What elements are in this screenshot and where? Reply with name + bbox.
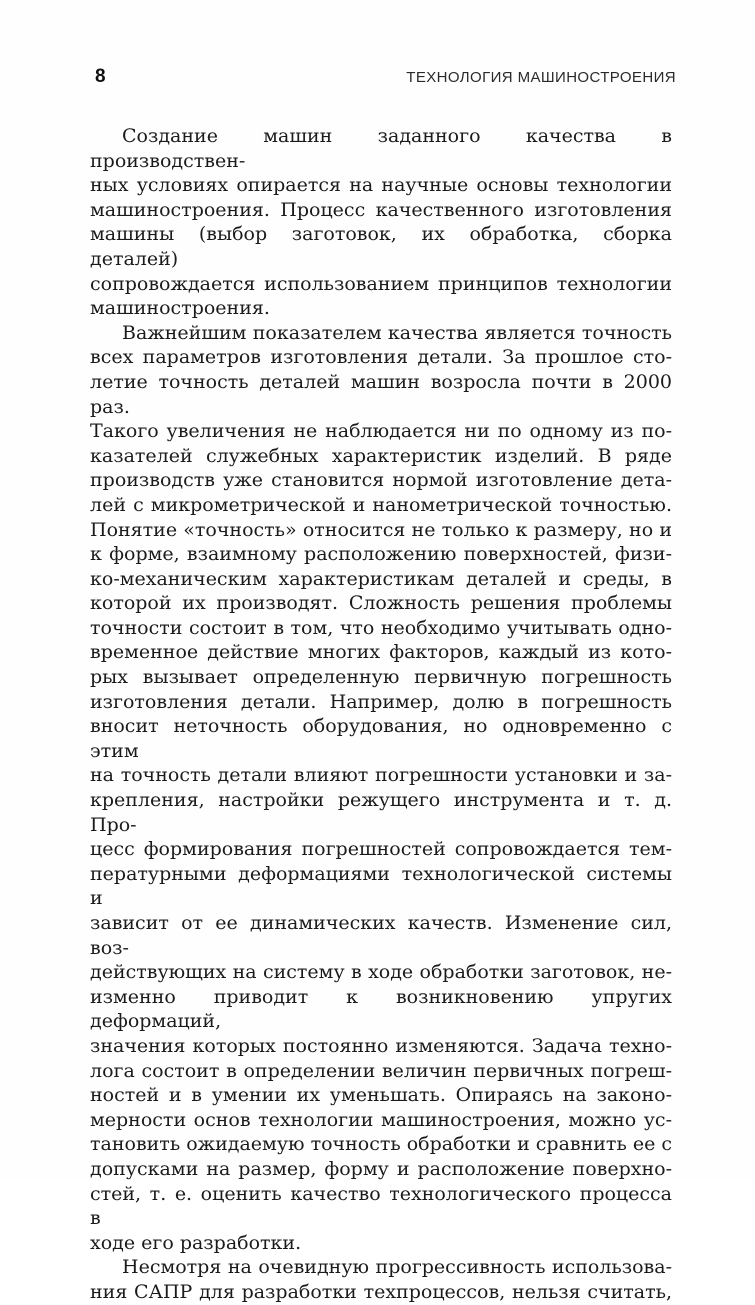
text-line: производств уже становится нормой изготовление дета- <box>90 469 672 492</box>
running-title: ТЕХНОЛОГИЯ МАШИНОСТРОЕНИЯ <box>406 69 676 86</box>
text-line: мерности основ технологии машиностроения, можно ус- <box>90 1108 672 1131</box>
text-line: стей, т. е. оценить качество технологического процесса в <box>90 1182 672 1230</box>
text-line: на точность детали влияют погрешности установки и за- <box>90 764 672 787</box>
text-line: изменно приводит к возникновению упругих деформаций, <box>90 985 672 1033</box>
text-line: рых вызывает определенную первичную погрешность <box>90 666 672 689</box>
text-line: машиностроения. <box>90 297 270 320</box>
text-line: машины (выбор заготовок, их обработка, сборка деталей) <box>90 223 672 270</box>
text-line: всех параметров изготовления детали. За прошлое сто- <box>90 346 672 369</box>
text-line: действующих на систему в ходе обработки заготовок, не- <box>90 961 672 984</box>
text-line: зависит от ее динамических качеств. Изменение сил, воз- <box>90 912 672 959</box>
text-line: Создание машин заданного качества в производствен- <box>90 125 672 172</box>
text-line: ходе его разработки. <box>90 1231 302 1254</box>
text-line: Важнейшим показателем качества является точность <box>122 321 672 344</box>
text-line: Такого увеличения не наблюдается ни по одному из по- <box>90 420 672 443</box>
text-line: точности состоит в том, что необходимо учитывать одно- <box>90 616 672 639</box>
text-line: к форме, взаимному расположению поверхностей, физи- <box>90 543 672 566</box>
text-line: ных условиях опирается на научные основы технологии <box>90 174 672 197</box>
text-line: цесс формирования погрешностей сопровождается тем- <box>90 838 672 861</box>
text-line: изготовления детали. Например, долю в погрешность <box>90 690 672 713</box>
text-line: крепления, настройки режущего инструмента и т. д. Про- <box>90 789 672 836</box>
text-line: вносит неточность оборудования, но одновременно с этим <box>90 715 672 762</box>
text-line: допусками на размер, форму и расположение поверхно- <box>90 1157 672 1180</box>
text-line: временное действие многих факторов, каждый из кото- <box>90 641 672 664</box>
text-line: ко-механическим характеристикам деталей и среды, в <box>90 567 672 590</box>
page-header <box>95 66 676 89</box>
text-line: тановить ожидаемую точность обработки и сравнить ее с <box>90 1133 672 1156</box>
text-line: сопровождается использованием принципов технологии <box>90 272 672 295</box>
text-line: машиностроения. Процесс качественного изготовления <box>90 198 672 221</box>
page-number: 8 <box>95 66 106 87</box>
text-line: значения которых постоянно изменяются. Задача техно- <box>90 1034 672 1057</box>
paragraph <box>90 124 672 321</box>
paragraph <box>90 1255 672 1304</box>
text-line: Понятие «точность» относится не только к размеру, но и <box>90 518 672 541</box>
text-line: летие точность деталей машин возросла почти в 2000 раз. <box>90 370 672 418</box>
text-line: ностей и в умении их уменьшать. Опираясь на законо- <box>90 1084 672 1107</box>
text-line: пературными деформациями технологической системы и <box>90 862 672 910</box>
text-line: лей с микрометрической и нанометрической точностью. <box>90 493 672 516</box>
body-text <box>90 124 672 1305</box>
text-line: ния САПР для разработки техпроцессов, нельзя считать, <box>90 1280 672 1303</box>
text-line: Несмотря на очевидную прогрессивность использова- <box>122 1256 672 1279</box>
text-line: которой их производят. Сложность решения проблемы <box>90 592 672 615</box>
text-line: казателей служебных характеристик изделий. В ряде <box>90 444 672 467</box>
text-line: лога состоит в определении величин первичных погреш- <box>90 1059 672 1082</box>
paragraph <box>90 321 672 1256</box>
